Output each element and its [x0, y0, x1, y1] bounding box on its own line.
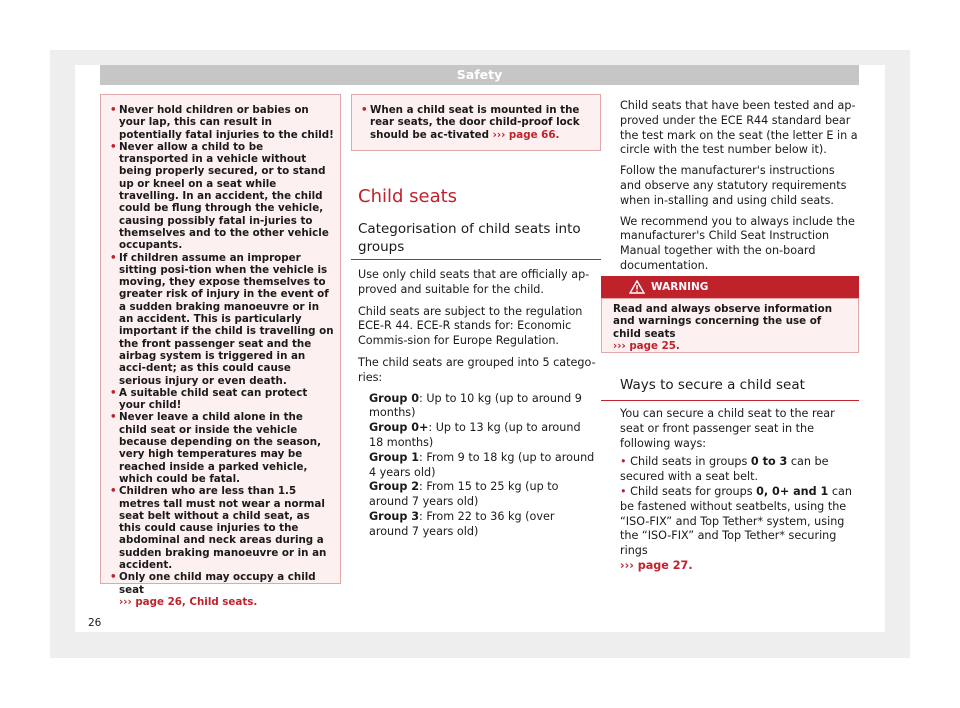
page-link[interactable]: ››› page 26, Child seats. [119, 595, 258, 608]
group-item: Group 2: From 15 to 25 kg (up to around 7 years old) [369, 480, 559, 509]
list-item: • Child seats for groups 0, 0+ and 1 can be fastened without seatbelts, using the “ISO-FIX” and Top Tether* system, using the “ISO-FIX” and Top Tether* securing rings ››› page 27. [620, 484, 852, 572]
warning-box [601, 298, 859, 353]
warning-title-bar [601, 276, 859, 298]
ways-column [620, 407, 858, 574]
paragraph: Use only child seats that are officially ap-proved and suitable for the child. [358, 268, 590, 296]
page-link[interactable]: ››› page 27. [620, 558, 693, 572]
paragraph: Child seats are subject to the regulation ECE-R 44. ECE-R stands for: Economic Commis-sion for Europe Regulation. [358, 304, 583, 348]
paragraph: Child seats that have been tested and ap-proved under the ECE R44 standard bear the test mark on the seat (the letter E in a circle with the test number below it). [620, 99, 858, 157]
warning-item: • Only one child may occupy a child seat ››› page 26, Child seats. [110, 571, 316, 608]
warning-item: • If children assume an improper sitting posi-tion when the vehicle is moving, they expose themselves to greater risk of injury in the event of a sudden braking manoeuvre or in an accident. This is particularly important if the child is travelling on the front passenger seat and the airbag system is triggered in an acci-dent; as this could cause serious injury or even death. [110, 251, 334, 387]
group-item: Group 0+: Up to 13 kg (up to around 18 months) [369, 421, 581, 449]
page-link[interactable]: ››› page 66. [492, 128, 560, 141]
mid-warning-box [351, 94, 601, 151]
page-link[interactable]: ››› page 25. [613, 339, 680, 352]
warning-item: • When a child seat is mounted in the rear seats, the door child-proof lock should be ac-tivated ››› page 66. [361, 104, 580, 141]
paragraph: Follow the manufacturer's instructions and observe any statutory requirements when in-stalling and using child seats. [620, 164, 847, 207]
page-number: 26 [88, 617, 102, 629]
page-header: Safety [100, 65, 859, 85]
warning-item: • Children who are less than 1.5 metres tall must not wear a normal seat belt without a child seat, as this could cause injuries to the abdominal and neck areas during a sudden braking manoeuvre or in an accident. [110, 485, 327, 571]
warning-title: WARNING [651, 281, 709, 293]
middle-column [358, 268, 596, 540]
warning-triangle-icon [629, 280, 645, 294]
group-item: Group 0: Up to 10 kg (up to around 9 months) [369, 391, 582, 420]
list-item: • Child seats in groups 0 to 3 can be secured with a seat belt. [620, 455, 829, 484]
divider [351, 259, 601, 260]
group-item: Group 1: From 9 to 18 kg (up to around 4 years old) [369, 450, 595, 479]
warning-item: • A suitable child seat can protect your child! [110, 386, 308, 412]
right-column [620, 99, 858, 274]
paragraph: You can secure a child seat to the rear seat or front passenger seat in the following ways: [620, 407, 835, 450]
paragraph: We recommend you to always include the manufacturer's Child Seat Instruction Manual together with the on-board documentation. [620, 214, 855, 272]
subsection-title: Categorisation of child seats into groups [358, 221, 581, 255]
warning-item: • Never allow a child to be transported in a vehicle without being properly secured, or to stand up or kneel on a seat while travelling. In an accident, the child could be flung through the vehicle, causing possibly fatal in-juries to themselves and to the other vehicle occupants. [110, 140, 329, 252]
warning-item: • Never hold children or babies on your lap, this can result in potentially fatal injuries to the child! [110, 104, 334, 141]
section-title: Child seats [358, 186, 458, 207]
group-item: Group 3: From 22 to 36 kg (over around 7 years old) [369, 509, 555, 538]
warning-item: • Never leave a child alone in the child seat or inside the vehicle because depending on the season, very high temperatures may be reached inside a parked vehicle, which could be fatal. [110, 411, 321, 485]
divider [601, 400, 859, 401]
left-warning-box [100, 94, 341, 608]
warning-text: Read and always observe information and warnings concerning the use of child seats ››› page 25. [613, 303, 833, 352]
paragraph: The child seats are grouped into 5 catego-ries: [358, 355, 596, 384]
ways-title: Ways to secure a child seat [620, 377, 805, 393]
